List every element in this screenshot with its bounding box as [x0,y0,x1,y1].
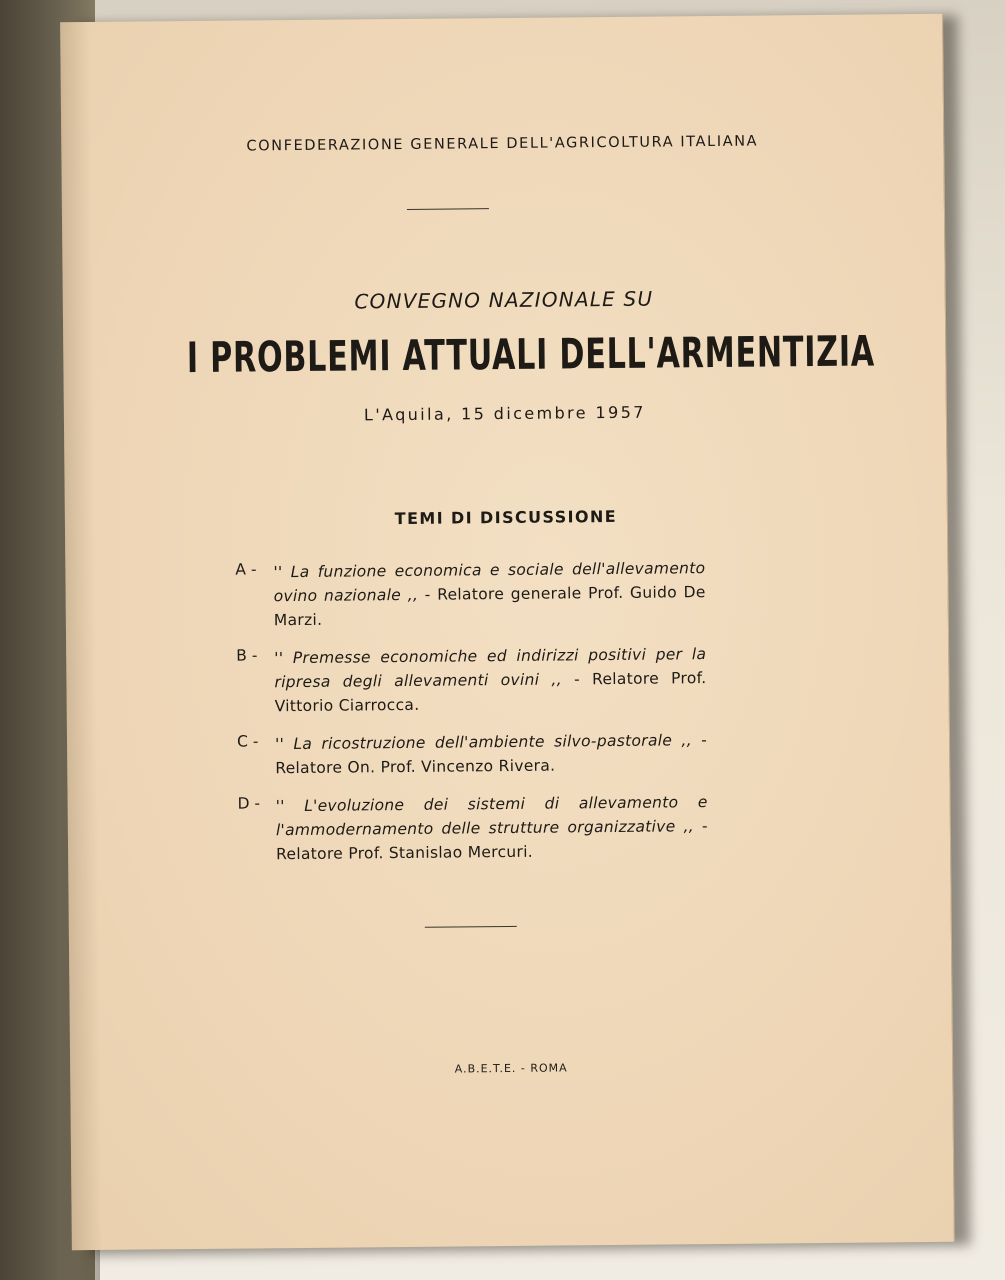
topic-title: '' Premesse economiche ed indirizzi positivi per la ripresa degli allevamenti ovini ,, [274,645,707,692]
organization-header: CONFEDERAZIONE GENERALE DELL'AGRICOLTURA ITALIANA [246,133,759,155]
document-page [60,14,955,1250]
topic-title: '' La funzione economica e sociale dell'allevamento ovino nazionale ,, [273,559,706,606]
topic-title: '' L'evoluzione dei sistemi di allevamento e l'ammodernamento delle strutture organizzative ,, [275,793,708,840]
topic-text [274,642,707,718]
topic-text [273,556,706,632]
topic-speaker: - Relatore On. Prof. Vincenzo Rivera. [275,731,708,778]
conference-date: L'Aquila, 15 dicembre 1957 [363,402,646,425]
topic-letter: A - [235,560,257,579]
topic-text [275,728,707,780]
topic-letter: D - [237,794,261,813]
topic-item-d [238,790,709,867]
conference-subtitle: CONVEGNO NAZIONALE SU [354,286,654,314]
section-heading: TEMI DI DISCUSSIONE [394,506,618,529]
topics-list [235,556,708,880]
topic-text [276,790,709,866]
topic-speaker: - Relatore Prof. Vittorio Ciarrocca. [274,669,707,716]
topic-item-c [237,728,707,781]
topic-item-a [235,556,706,633]
topic-item-b [236,642,707,719]
topic-letter: C - [236,732,259,751]
conference-title: I PROBLEMI ATTUALI DELL'ARMENTIZIA [186,326,876,383]
topic-speaker: - Relatore generale Prof. Guido De Marzi. [273,583,706,630]
topic-title: '' La ricostruzione dell'ambiente silvo-pastorale ,, [274,731,692,754]
bottom-divider [425,926,517,928]
topic-letter: B - [236,646,258,665]
top-divider [407,208,489,210]
topic-speaker: - Relatore Prof. Stanislao Mercuri. [276,817,708,864]
printer-imprint: A.B.E.T.E. - ROMA [454,1061,568,1076]
